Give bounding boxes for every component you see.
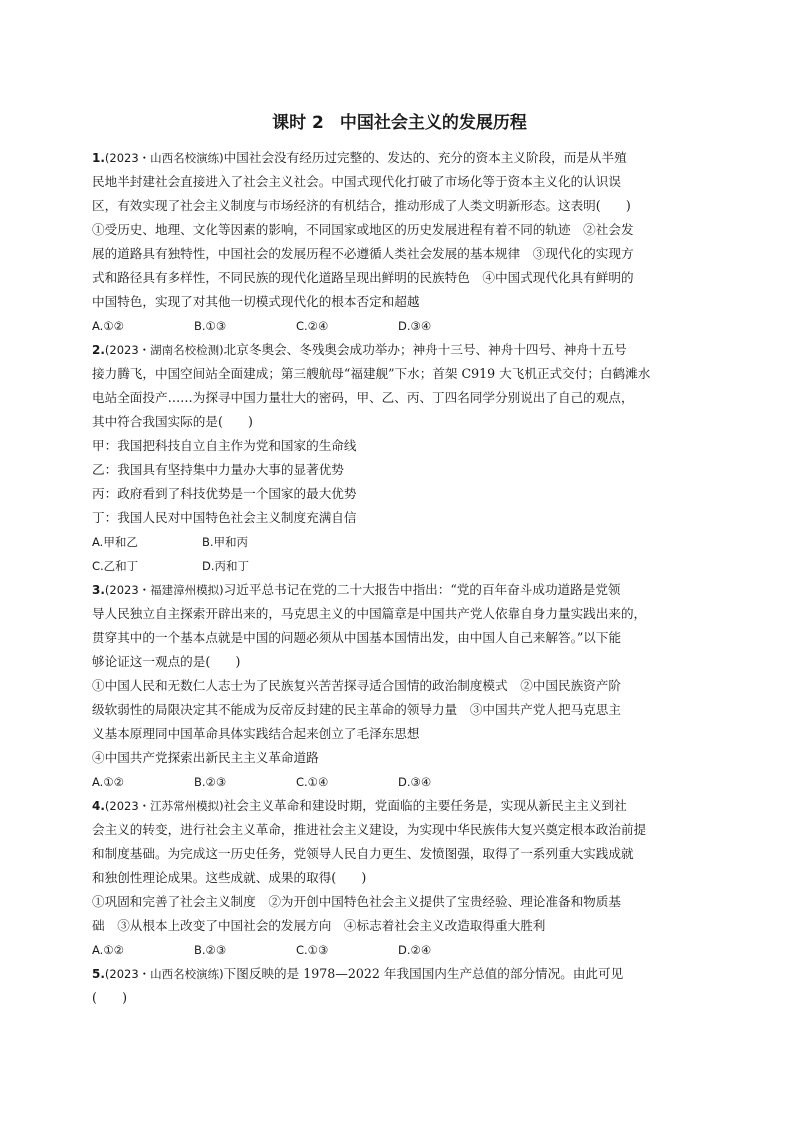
question-stem-line: 和独创性理论成果。这些成就、成果的取得( ) bbox=[92, 870, 367, 885]
question-stem-line: 贯穿其中的一个基本点就是中国的问题必须从中国基本国情出发，由中国人自己来解答。”以下能 bbox=[92, 630, 622, 645]
question-stem-line: 5.(2023・山西名校演练)下图反映的是 1978—2022 年我国国内生产总值的部分情况。由此可见 bbox=[92, 966, 624, 981]
lesson-title bbox=[92, 108, 707, 133]
question-3 bbox=[92, 578, 707, 794]
question-1 bbox=[92, 146, 707, 338]
question-statement-line: 级软弱性的局限决定其不能成为反帝反封建的民主革命的领导力量 ③中国共产党人把马克思主 bbox=[92, 702, 621, 717]
option-a[interactable]: A.①② bbox=[92, 775, 124, 789]
question-stem-line: 1.(2023・山西名校演练)中国社会没有经历过完整的、发达的、充分的资本主义阶段，而是从半殖 bbox=[92, 150, 627, 165]
question-source: (2023・江苏常州模拟) bbox=[104, 799, 224, 813]
option-a[interactable]: A.①② bbox=[92, 319, 124, 333]
question-statement-line: ①受历史、地理、文化等因素的影响，不同国家或地区的历史发展进程有着不同的轨迹 ②社会发 bbox=[92, 222, 634, 237]
viewpoint-ding: 丁：我国人民对中国特色社会主义制度充满自信 bbox=[92, 510, 357, 525]
question-statement-line: 础 ③从根本上改变了中国社会的发展方向 ④标志着社会主义改造取得重大胜利 bbox=[92, 918, 546, 933]
question-stem-line: 导人民独立自主探索开辟出来的，马克思主义的中国篇章是中国共产党人依靠自身力量实践出来的， bbox=[92, 606, 647, 621]
viewpoint-yi: 乙：我国具有坚持集中力量办大事的显著优势 bbox=[92, 462, 344, 477]
question-source: (2023・湖南名校检测) bbox=[104, 343, 224, 357]
question-source: (2023・山西名校演练) bbox=[104, 151, 224, 165]
question-statement-line: 展的道路具有独特性，中国社会的发展历程不必遵循人类社会发展的基本规律 ③现代化的实现方 bbox=[92, 246, 634, 261]
question-number: 1. bbox=[92, 151, 105, 165]
question-statement-line: 中国特色，实现了对其他一切模式现代化的根本否定和超越 bbox=[92, 294, 420, 309]
question-number: 2. bbox=[92, 343, 105, 357]
lesson-name: 中国社会主义的发展历程 bbox=[339, 113, 527, 133]
question-stem-line: 区，有效实现了社会主义制度与市场经济的有机结合，推动形成了人类文明新形态。这表明( ) bbox=[92, 198, 631, 213]
answer-options bbox=[92, 314, 707, 338]
question-stem-line: 电站全面投产……为探寻中国力量壮大的密码，甲、乙、丙、丁四名同学分别说出了自己的观点， bbox=[92, 390, 634, 405]
option-d[interactable]: D.②④ bbox=[398, 943, 432, 957]
question-stem-line: 2.(2023・湖南名校检测)北京冬奥会、冬残奥会成功举办；神舟十三号、神舟十四号、神舟十五号 bbox=[92, 342, 627, 357]
answer-options-row bbox=[92, 554, 707, 578]
viewpoint-jia: 甲：我国把科技自立自主作为党和国家的生命线 bbox=[92, 438, 357, 453]
option-c[interactable]: C.①④ bbox=[296, 775, 329, 789]
answer-blank: ( ) bbox=[92, 990, 128, 1005]
option-d[interactable]: D.③④ bbox=[398, 775, 432, 789]
question-stem-line: 接力腾飞，中国空间站全面建成；第三艘航母“福建舰”下水；首架 C919 大飞机正式交付；白鹤滩水 bbox=[92, 366, 651, 381]
lesson-number: 课时 2 bbox=[272, 113, 324, 133]
question-number: 5. bbox=[92, 967, 105, 981]
question-source: (2023・山西名校演练) bbox=[104, 967, 224, 981]
viewpoint-bing: 丙：政府看到了科技优势是一个国家的最大优势 bbox=[92, 486, 357, 501]
question-stem-line: 民地半封建社会直接进入了社会主义社会。中国式现代化打破了市场化等于资本主义化的认识误 bbox=[92, 174, 621, 189]
option-a[interactable]: A.甲和乙 bbox=[92, 535, 138, 549]
option-d[interactable]: D.③④ bbox=[398, 319, 432, 333]
answer-options bbox=[92, 770, 707, 794]
question-number: 4. bbox=[92, 799, 105, 813]
option-c[interactable]: C.乙和丁 bbox=[92, 559, 139, 573]
question-stem-line: 3.(2023・福建漳州模拟)习近平总书记在党的二十大报告中指出：“党的百年奋斗成功道路是党领 bbox=[92, 582, 621, 597]
question-5 bbox=[92, 962, 707, 1010]
question-stem-line: 4.(2023・江苏常州模拟)社会主义革命和建设时期，党面临的主要任务是，实现从新民主主义到社 bbox=[92, 798, 627, 813]
question-statement-line: ④中国共产党探索出新民主主义革命道路 bbox=[92, 750, 319, 765]
question-statement-line: ①中国人民和无数仁人志士为了民族复兴苦苦探寻适合国情的政治制度模式 ②中国民族资产阶 bbox=[92, 678, 621, 693]
option-b[interactable]: B.②③ bbox=[194, 943, 227, 957]
question-statement-line: ①巩固和完善了社会主义制度 ②为开创中国特色社会主义提供了宝贵经验、理论准备和物质基 bbox=[92, 894, 621, 909]
option-c[interactable]: C.①③ bbox=[296, 943, 329, 957]
answer-options-row bbox=[92, 530, 707, 554]
option-d[interactable]: D.丙和丁 bbox=[202, 559, 250, 573]
option-b[interactable]: B.甲和丙 bbox=[202, 535, 249, 549]
question-statement-line: 义基本原理同中国革命具体实践结合起来创立了毛泽东思想 bbox=[92, 726, 420, 741]
question-stem-line: 其中符合我国实际的是( ) bbox=[92, 414, 253, 429]
question-stem-line: 和制度基础。为完成这一历史任务，党领导人民自力更生、发愤图强，取得了一系列重大实践成就 bbox=[92, 846, 634, 861]
option-b[interactable]: B.②③ bbox=[194, 775, 227, 789]
question-stem-line: 够论证这一观点的是( ) bbox=[92, 654, 241, 669]
option-a[interactable]: A.①② bbox=[92, 943, 124, 957]
question-4 bbox=[92, 794, 707, 962]
option-b[interactable]: B.①③ bbox=[194, 319, 227, 333]
question-2 bbox=[92, 338, 707, 578]
option-c[interactable]: C.②④ bbox=[296, 319, 329, 333]
question-stem-line: 会主义的转变，进行社会主义革命，推进社会主义建设，为实现中华民族伟大复兴奠定根本政治前提 bbox=[92, 822, 647, 837]
question-number: 3. bbox=[92, 583, 105, 597]
answer-options bbox=[92, 938, 707, 962]
question-source: (2023・福建漳州模拟) bbox=[104, 583, 224, 597]
question-statement-line: 式和路径具有多样性，不同民族的现代化道路呈现出鲜明的民族特色 ④中国式现代化具有鲜明的 bbox=[92, 270, 634, 285]
